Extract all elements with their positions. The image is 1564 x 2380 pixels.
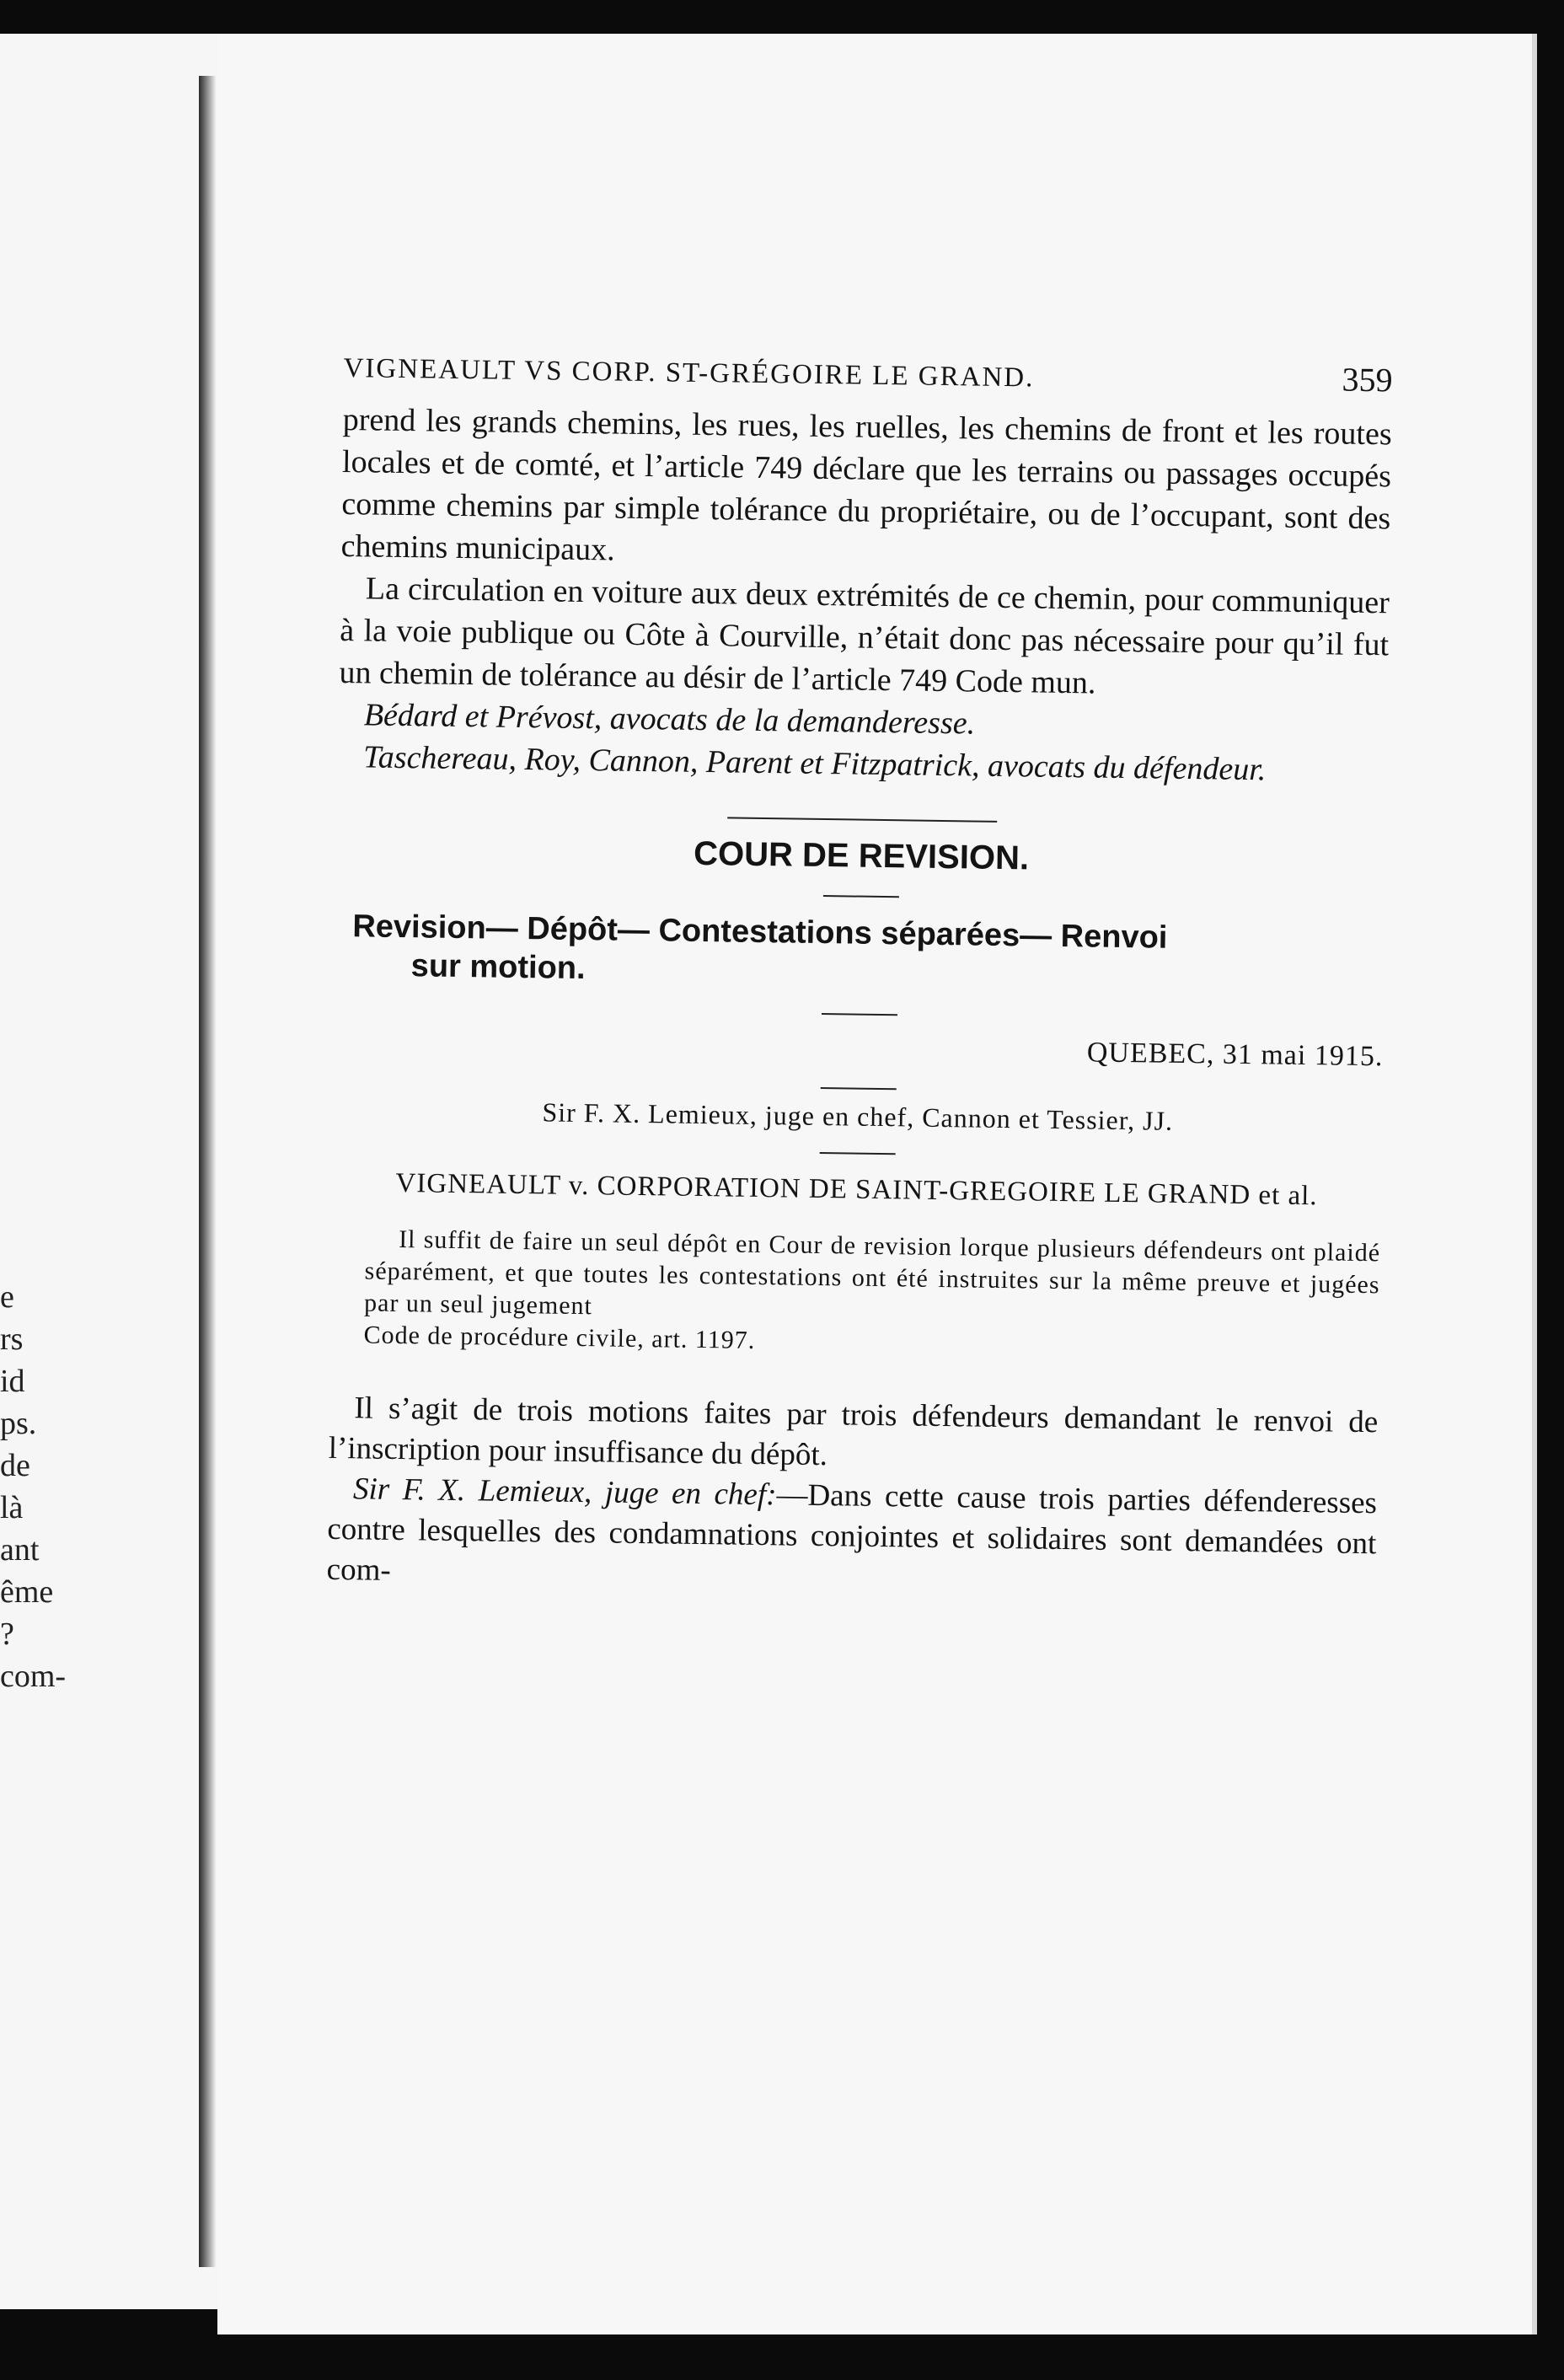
book-gutter xyxy=(199,76,216,2267)
court-title: COUR DE REVISION. xyxy=(693,834,1030,877)
prev-fragment: id xyxy=(0,1364,25,1399)
prev-fragment: ? xyxy=(0,1616,14,1652)
running-head xyxy=(343,346,1393,399)
speaker: Sir F. X. Lemieux, juge en chef: xyxy=(352,1471,777,1513)
prev-fragment: com- xyxy=(0,1659,67,1694)
body-paragraph-2 xyxy=(326,1469,1377,1605)
divider-rule xyxy=(819,1152,895,1155)
headnote-text: Il suffit de faire un seul dépôt en Cour de revision lorque plusieurs défendeurs ont plaidé séparément, et que toutes les contestations ont été instruites sur la même preuve et jugées par un seul jugement xyxy=(363,1225,1381,1321)
counsel-plaintiff: Bédard et Prévost, avocats de la demanderesse. xyxy=(363,697,976,742)
divider-rule xyxy=(820,1087,896,1090)
page-content xyxy=(326,346,1393,1605)
prev-fragment: rs xyxy=(0,1321,24,1357)
previous-page-edge xyxy=(0,34,219,2309)
date-line: QUEBEC, 31 mai 1915. xyxy=(1086,1037,1384,1073)
body-paragraph-2-text: —Dans cette cause trois parties défenderesses contre lesquelles des condamnations conjointes et solidaires sont demandées ont com- xyxy=(326,1477,1378,1588)
prev-fragment: ant xyxy=(0,1532,40,1568)
prev-fragment: ême xyxy=(0,1574,54,1610)
parties-line: VIGNEAULT v. CORPORATION DE SAINT-GREGOIRE LE GRAND et al. xyxy=(395,1167,1318,1212)
judges-line: Sir F. X. Lemieux, juge en chef, Cannon et Tessier, JJ. xyxy=(542,1096,1174,1136)
prev-fragment: de xyxy=(0,1448,30,1483)
headnote-citation: Code de procédure civile, art. 1197. xyxy=(363,1321,756,1354)
counsel-defendant: Taschereau, Roy, Cannon, Parent et Fitzpatrick, avocats du défendeur. xyxy=(362,739,1267,788)
subject-heading xyxy=(351,907,1385,999)
prev-fragment: e xyxy=(0,1279,14,1315)
divider-rule xyxy=(727,817,997,822)
divider-rule xyxy=(821,1013,897,1016)
top-paragraph: prend les grands chemins, les rues, les ruelles, les chemins de front et les routes locales et de comté, et l’article 749 déclare que les terrains ou passages occupés comme chemins par simple tolérance du propriétaire, ou de l’occupant, sont des chemins municipaux. xyxy=(340,401,1392,568)
running-head-title: VIGNEAULT VS CORP. ST-GRÉGOIRE LE GRAND. xyxy=(343,352,1035,394)
subject-line-2: sur motion. xyxy=(410,948,586,987)
page-number: 359 xyxy=(1342,360,1393,399)
headnote xyxy=(363,1223,1380,1365)
page xyxy=(217,34,1537,2334)
prev-fragment: là xyxy=(0,1490,24,1525)
subject-line-1: Revision— Dépôt— Contestations séparées— Renvoi xyxy=(352,909,1168,956)
second-paragraph: La circulation en voiture aux deux extrémités de ce chemin, pour communiquer à la voie publique ou Côte à Courville, n’était donc pas nécessaire pour qu’il fut un chemin de tolérance au désir de l’article 749 Code mun. xyxy=(339,571,1390,701)
body-paragraph-1: Il s’agit de trois motions faites par trois défendeurs demandant le renvoi de l’inscription pour insuffisance du dépôt. xyxy=(328,1391,1379,1473)
divider-rule xyxy=(822,895,898,898)
prev-fragment: ps. xyxy=(0,1406,37,1441)
judgment-body xyxy=(326,1388,1378,1605)
